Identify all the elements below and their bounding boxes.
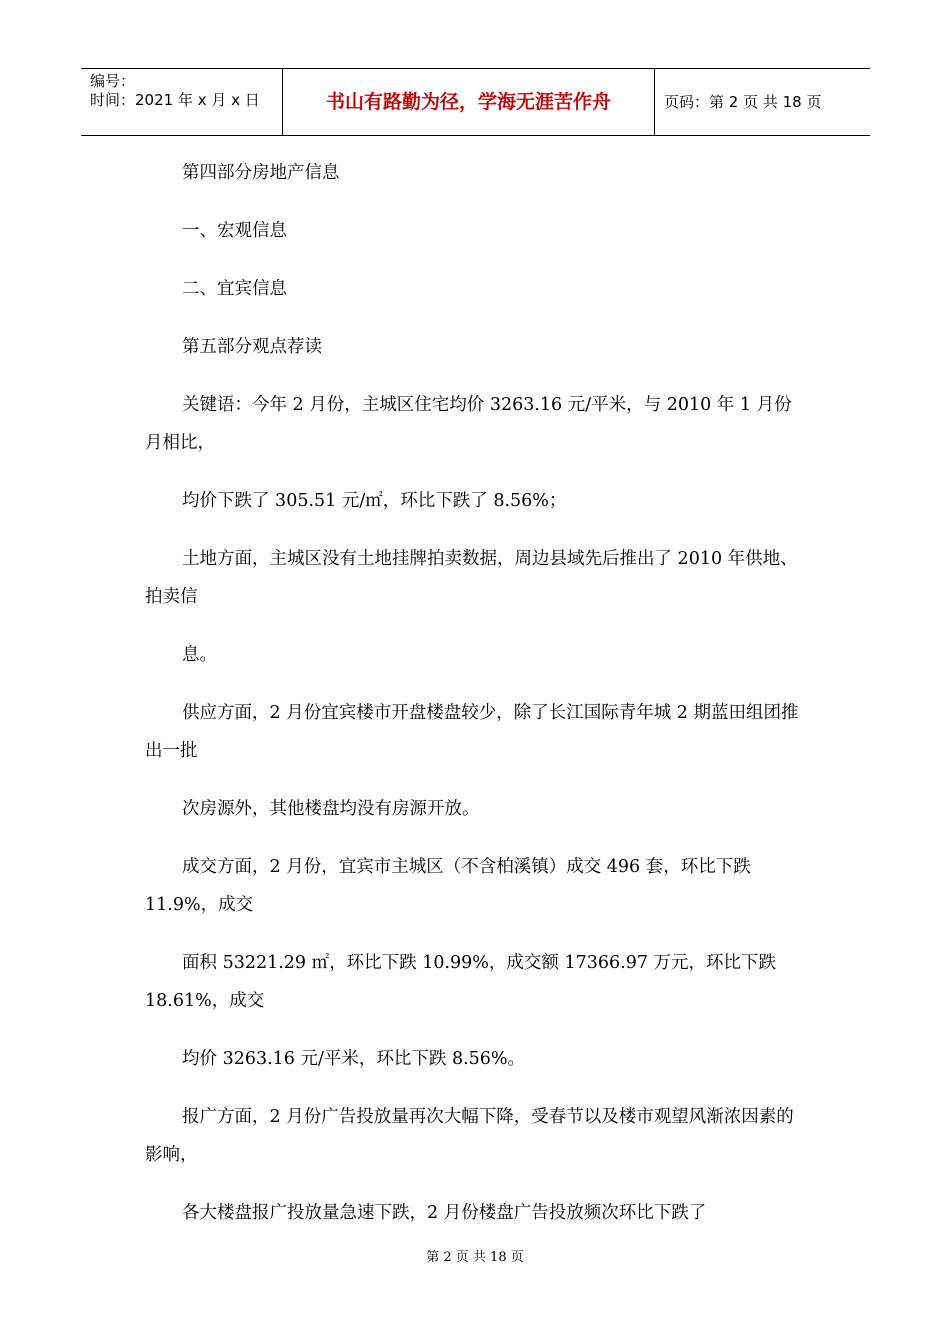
body-paragraph: 面积 53221.29 ㎡，环比下跌 10.99%，成交额 17366.97 万元，环比下跌 18.61%，成交 <box>145 953 777 1011</box>
page-header <box>81 68 870 136</box>
section-heading: 二、宜宾信息 <box>182 279 287 299</box>
section-heading: 一、宏观信息 <box>182 221 287 241</box>
header-page-info: 页码：第 2 页 共 18 页 <box>664 93 822 111</box>
body-paragraph: 成交方面，2 月份，宜宾市主城区（不含柏溪镇）成交 496 套，环比下跌 11.9%，成交 <box>145 857 751 915</box>
header-meta <box>81 69 282 135</box>
page-footer: 第 2 页 共 18 页 <box>426 1250 524 1265</box>
body-paragraph: 关键语：今年 2 月份，主城区住宅均价 3263.16 元/平米，与 2010 年 1 月份月相比， <box>145 395 792 453</box>
body-paragraph: 均价下跌了 305.51 元/㎡，环比下跌了 8.56%； <box>182 491 567 511</box>
body-paragraph: 息。 <box>182 645 217 665</box>
header-motto: 书山有路勤为径，学海无涯苦作舟 <box>282 69 655 135</box>
body-paragraph: 土地方面，主城区没有土地挂牌拍卖数据，周边县域先后推出了 2010 年供地、拍卖信 <box>145 549 798 607</box>
document-body <box>145 154 807 1252</box>
section-title: 第四部分房地产信息 <box>182 163 340 183</box>
body-paragraph: 次房源外，其他楼盘均没有房源开放。 <box>182 799 480 819</box>
body-paragraph: 各大楼盘报广投放量急速下跌，2 月份楼盘广告投放频次环比下跌了 <box>182 1203 707 1223</box>
section-title: 第五部分观点荐读 <box>182 337 322 357</box>
body-paragraph: 均价 3263.16 元/平米，环比下跌 8.56%。 <box>182 1049 526 1069</box>
body-paragraph: 报广方面，2 月份广告投放量再次大幅下降，受春节以及楼市观望风渐浓因素的影响， <box>145 1107 794 1165</box>
document-number-label: 编号： <box>90 72 136 90</box>
body-paragraph: 供应方面，2 月份宜宾楼市开盘楼盘较少，除了长江国际青年城 2 期蓝田组团推出一批 <box>145 703 799 761</box>
document-time-label: 时间：2021 年 x 月 x 日 <box>90 91 260 109</box>
